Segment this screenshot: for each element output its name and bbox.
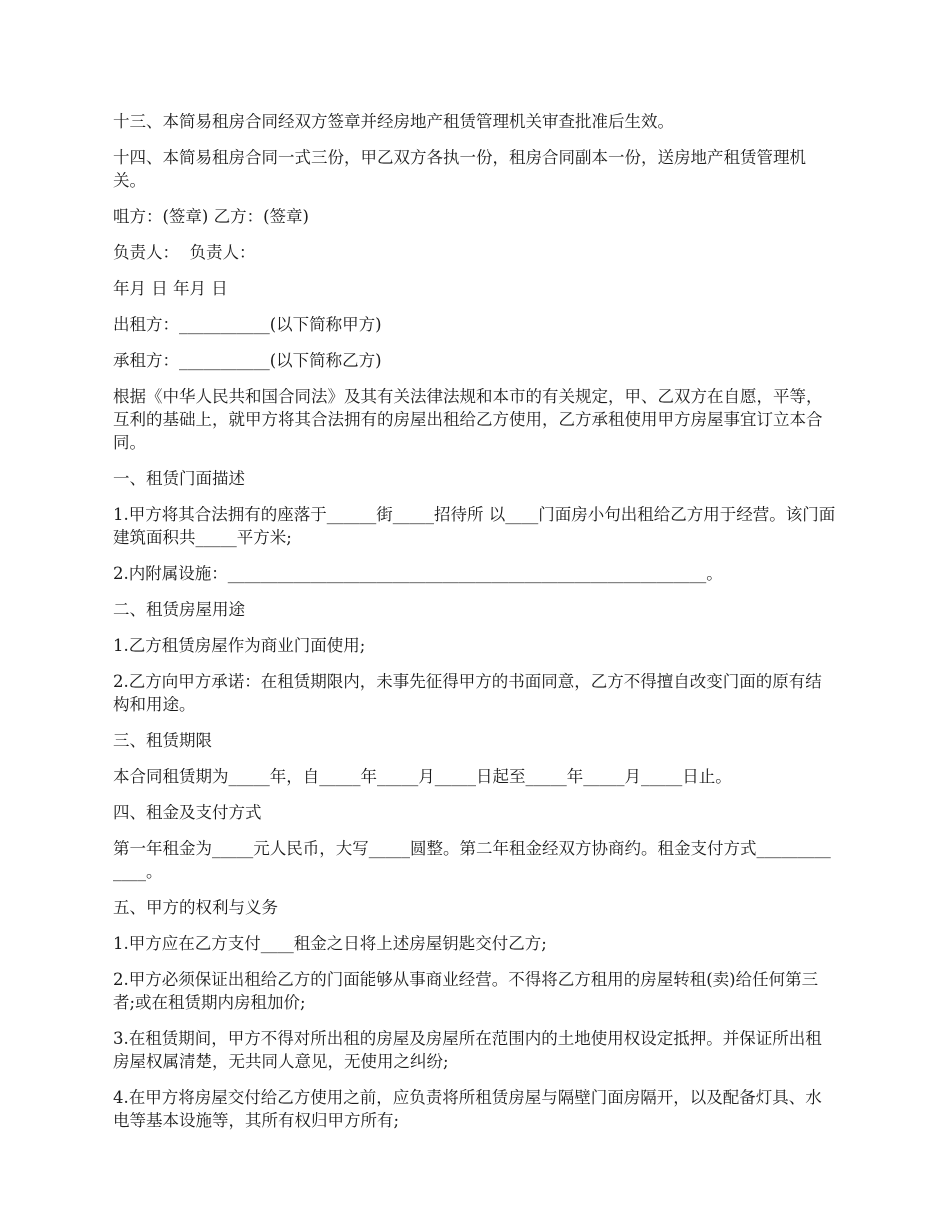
section-1-item-2: 2.内附属设施：__________________________________________________________。 [113, 564, 723, 583]
section-2-item-1: 1.乙方租赁房屋作为商业门面使用; [113, 636, 366, 655]
clause-14: 十四、本简易租房合同一式三份，甲乙双方各执一份，租房合同副本一份，送房地产租赁管理机关。 [113, 148, 806, 190]
clause-13: 十三、本简易租房合同经双方签章并经房地产租赁管理机关审查批准后生效。 [113, 112, 674, 131]
section-heading-1: 一、租赁门面描述 [113, 469, 245, 488]
section-heading-3: 三、租赁期限 [113, 731, 212, 750]
section-1-item-1: 1.甲方将其合法拥有的座落于______街_____招待所 以____门面房小句出租给乙方用于经营。该门面建筑面积共_____平方米; [113, 505, 836, 547]
section-4-text: 第一年租金为_____元人民币，大写_____圆整。第二年租金经双方协商约。租金支付方式_____________。 [113, 839, 831, 881]
section-5-item-3: 3.在租赁期间，甲方不得对所出租的房屋及房屋所在范围内的土地使用权设定抵押。并保证所出租房屋权属清楚，无共同人意见，无使用之纠纷; [113, 1029, 822, 1071]
section-heading-4: 四、租金及支付方式 [113, 803, 262, 822]
lessor-line: 出租方：___________(以下简称甲方) [113, 315, 382, 334]
date-line: 年月 日 年月 日 [113, 279, 228, 298]
section-2-item-2: 2.乙方向甲方承诺：在租赁期限内，未事先征得甲方的书面同意，乙方不得擅自改变门面的原有结构和用途。 [113, 672, 822, 714]
lessee-line: 承租方：___________(以下简称乙方) [113, 351, 382, 370]
preamble: 根据《中华人民共和国合同法》及其有关法律法规和本市的有关规定，甲、乙双方在自愿，平等，互利的基础上，就甲方将其合法拥有的房屋出租给乙方使用，乙方承租使用甲方房屋事宜订立本合同。 [113, 387, 823, 452]
section-heading-5: 五、甲方的权利与义务 [113, 898, 278, 917]
section-5-item-1: 1.甲方应在乙方支付____租金之日将上述房屋钥匙交付乙方; [113, 934, 547, 953]
section-heading-2: 二、租赁房屋用途 [113, 600, 245, 619]
section-5-item-4: 4.在甲方将房屋交付给乙方使用之前，应负责将所租赁房屋与隔壁门面房隔开，以及配备灯具、水电等基本设施等，其所有权归甲方所有; [113, 1088, 822, 1130]
section-3-text: 本合同租赁期为_____年，自_____年_____月_____日起至_____年_____月_____日止。 [113, 767, 732, 786]
signature-line: 咀方：(签章) 乙方：(签章) [113, 207, 309, 226]
section-5-item-2: 2.甲方必须保证出租给乙方的门面能够从事商业经营。不得将乙方租用的房屋转租(卖)给任何第三者;或在租赁期内房租加价; [113, 970, 819, 1012]
responsible-person-line: 负责人： 负责人： [113, 243, 256, 262]
